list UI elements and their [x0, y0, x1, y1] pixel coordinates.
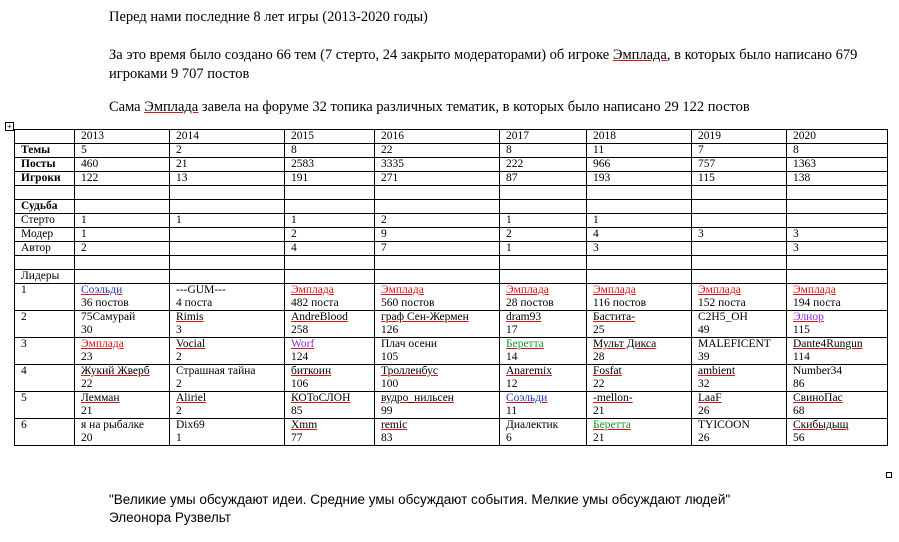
section-label: Судьба: [15, 200, 75, 214]
leader-post-count: 21: [81, 405, 93, 417]
leader-post-count: 99: [381, 405, 393, 417]
leader-name[interactable]: Элнор: [793, 311, 824, 323]
empty-cell: [375, 186, 500, 200]
leader-name[interactable]: dram93: [506, 311, 542, 323]
fate-value-cell: 2: [75, 242, 170, 256]
quote-author: Элеонора Рузвельт: [109, 510, 231, 525]
stats-row: [15, 144, 888, 158]
leader-name[interactable]: Жукий Жверб: [81, 365, 150, 377]
leader-name[interactable]: Worf: [291, 338, 315, 350]
row-label: Темы: [15, 144, 75, 158]
leader-cell: [375, 419, 500, 446]
leader-name[interactable]: Скибыдыщ: [793, 419, 849, 431]
empty-cell: [787, 186, 888, 200]
leader-cell: [75, 311, 170, 338]
stat-value-cell: 191: [285, 172, 375, 186]
leader-post-count: 1: [176, 432, 182, 444]
leader-post-count: 86: [793, 378, 805, 390]
leader-name[interactable]: Aliriel: [176, 392, 207, 404]
leader-cell: [75, 365, 170, 392]
empty-cell: [692, 200, 787, 214]
leader-name[interactable]: Соэльди: [506, 392, 548, 404]
stat-value-cell: 2: [170, 144, 285, 158]
leader-cell: [787, 419, 888, 446]
leader-post-count: 560 постов: [381, 297, 435, 309]
leader-cell: [285, 419, 375, 446]
leader-name[interactable]: Dante4Rungun: [793, 338, 863, 350]
blank-row: [15, 256, 888, 270]
leader-cell: [170, 392, 285, 419]
leader-name[interactable]: граф Сен-Жермен: [381, 311, 469, 323]
leader-row: [15, 338, 888, 365]
quote-block: [109, 491, 730, 527]
leader-cell: [375, 311, 500, 338]
fate-value-cell: 3: [587, 242, 692, 256]
leader-name[interactable]: Мульт Дикса: [593, 338, 657, 350]
leader-name[interactable]: remic: [381, 419, 408, 431]
leader-cell: [75, 419, 170, 446]
leader-cell: [787, 365, 888, 392]
leader-name[interactable]: Беретта: [593, 419, 631, 431]
fate-value-cell: 9: [375, 228, 500, 242]
empty-cell: [500, 256, 587, 270]
empty-cell: [170, 256, 285, 270]
leader-post-count: 2: [176, 378, 182, 390]
leader-name[interactable]: Эмплада: [506, 284, 549, 296]
leader-cell: [787, 311, 888, 338]
leader-name[interactable]: ambient: [698, 365, 736, 377]
leader-post-count: 17: [506, 324, 518, 336]
intro-text: Сама: [109, 99, 145, 115]
leader-rank: 6: [15, 419, 75, 446]
empty-cell: [75, 200, 170, 214]
leader-cell: [587, 311, 692, 338]
leader-name[interactable]: -mellon-: [593, 392, 633, 404]
leader-cell: [500, 311, 587, 338]
row-label: Автор: [15, 242, 75, 256]
intro-paragraph-own-topics: [109, 98, 750, 117]
fate-value-cell: 1: [170, 214, 285, 228]
leader-post-count: 77: [291, 432, 303, 444]
empty-cell: [285, 270, 375, 284]
leader-cell: [375, 284, 500, 311]
stat-value-cell: 8: [285, 144, 375, 158]
leader-post-count: 14: [506, 351, 518, 363]
year-header-cell: 2015: [285, 130, 375, 144]
stat-value-cell: 966: [587, 158, 692, 172]
year-header-cell: 2013: [75, 130, 170, 144]
leader-post-count: 6: [506, 432, 512, 444]
leader-cell: [170, 338, 285, 365]
leader-post-count: 124: [291, 351, 309, 363]
leader-post-count: 30: [81, 324, 93, 336]
leader-post-count: 2: [176, 351, 182, 363]
stat-value-cell: 7: [692, 144, 787, 158]
leader-post-count: 32: [698, 378, 710, 390]
empty-cell: [787, 256, 888, 270]
stat-value-cell: 271: [375, 172, 500, 186]
empty-cell: [15, 256, 75, 270]
leader-cell: [787, 392, 888, 419]
fate-row: [15, 242, 888, 256]
empty-cell: [170, 270, 285, 284]
leader-name[interactable]: Эмплада: [698, 284, 741, 296]
empty-cell: [285, 200, 375, 214]
leader-cell: [692, 284, 787, 311]
empty-cell: [500, 270, 587, 284]
fate-value-cell: 3: [692, 228, 787, 242]
leader-post-count: 83: [381, 432, 393, 444]
leader-name[interactable]: Rimis: [176, 311, 204, 323]
table-move-handle-icon[interactable]: +: [5, 122, 14, 131]
leader-post-count: 23: [81, 351, 93, 363]
leader-post-count: 49: [698, 324, 710, 336]
leader-cell: [75, 338, 170, 365]
leader-name[interactable]: Тролленбус: [381, 365, 438, 377]
year-header-cell: 2014: [170, 130, 285, 144]
leader-post-count: 11: [506, 405, 518, 417]
leader-post-count: 68: [793, 405, 805, 417]
leader-row: [15, 419, 888, 446]
player-name-link[interactable]: Эмплада: [144, 99, 199, 115]
leader-cell: [500, 392, 587, 419]
leader-post-count: 21: [593, 405, 605, 417]
leader-name: MALEFICENT: [698, 338, 771, 350]
leader-cell: [285, 284, 375, 311]
leader-name[interactable]: Лемман: [81, 392, 120, 404]
fate-value-cell: 1: [75, 214, 170, 228]
leader-post-count: 85: [291, 405, 303, 417]
leader-name[interactable]: LaaF: [698, 392, 722, 404]
leader-name[interactable]: Эмплада: [793, 284, 836, 296]
empty-cell: [170, 200, 285, 214]
leader-cell: [587, 338, 692, 365]
leader-cell: [692, 311, 787, 338]
leader-name: TYICOON: [698, 419, 750, 431]
empty-cell: [500, 200, 587, 214]
leader-row: [15, 365, 888, 392]
empty-cell: [375, 200, 500, 214]
leader-post-count: 56: [793, 432, 805, 444]
leader-cell: [170, 365, 285, 392]
leader-name[interactable]: Xmm: [291, 419, 318, 431]
stats-row: [15, 158, 888, 172]
leaders-header-row: [15, 270, 888, 284]
section-label: Лидеры: [15, 270, 75, 284]
stats-table: [14, 129, 888, 446]
leader-cell: [500, 284, 587, 311]
year-header-cell: 2017: [500, 130, 587, 144]
fate-value-cell: 1: [587, 214, 692, 228]
row-label: Стерто: [15, 214, 75, 228]
year-header-cell: 2019: [692, 130, 787, 144]
leader-name[interactable]: КОТоСЛОН: [291, 392, 351, 404]
leader-post-count: 25: [593, 324, 605, 336]
leader-name: Страшная тайна: [176, 365, 256, 377]
leader-name[interactable]: Эмплада: [291, 284, 334, 296]
empty-cell: [285, 256, 375, 270]
empty-cell: [75, 270, 170, 284]
intro-text: За это время было создано 66 тем (7 стерто, 24 закрыто модераторами) об игроке: [109, 47, 613, 63]
leader-post-count: 100: [381, 378, 399, 390]
stat-value-cell: 8: [500, 144, 587, 158]
leader-cell: [692, 419, 787, 446]
leader-name[interactable]: Anaremix: [506, 365, 552, 377]
leader-name[interactable]: Эмплада: [381, 284, 424, 296]
stats-row: [15, 172, 888, 186]
leader-rank: 1: [15, 284, 75, 311]
leader-post-count: 28 постов: [506, 297, 554, 309]
empty-cell: [285, 186, 375, 200]
empty-cell: [587, 256, 692, 270]
leader-post-count: 4 поста: [176, 297, 213, 309]
stat-value-cell: 5: [75, 144, 170, 158]
empty-cell: [75, 186, 170, 200]
fate-value-cell: [787, 214, 888, 228]
empty-cell: [587, 270, 692, 284]
leader-post-count: 258: [291, 324, 309, 336]
leader-post-count: 22: [81, 378, 93, 390]
leader-post-count: 126: [381, 324, 399, 336]
stat-value-cell: 222: [500, 158, 587, 172]
leader-name[interactable]: вудро_нильсен: [381, 392, 454, 404]
leader-name: я на рыбалке: [81, 419, 144, 431]
leader-post-count: 26: [698, 432, 710, 444]
fate-value-cell: 1: [500, 242, 587, 256]
leader-name[interactable]: Эмплада: [593, 284, 636, 296]
stat-value-cell: 22: [375, 144, 500, 158]
empty-cell: [787, 200, 888, 214]
leader-name[interactable]: Эмплада: [81, 338, 124, 350]
leader-name: Плач осени: [381, 338, 438, 350]
leader-post-count: 482 поста: [291, 297, 339, 309]
leader-cell: [692, 338, 787, 365]
leader-post-count: 3: [176, 324, 182, 336]
leader-cell: [375, 365, 500, 392]
leader-cell: [75, 392, 170, 419]
leader-rank: 4: [15, 365, 75, 392]
fate-row: [15, 228, 888, 242]
empty-cell: [787, 270, 888, 284]
stat-value-cell: 138: [787, 172, 888, 186]
fate-value-cell: 2: [285, 228, 375, 242]
fate-value-cell: [170, 242, 285, 256]
fate-value-cell: [692, 214, 787, 228]
leader-cell: [285, 365, 375, 392]
stat-value-cell: 13: [170, 172, 285, 186]
empty-cell: [692, 186, 787, 200]
empty-cell: [375, 270, 500, 284]
table-resize-handle-icon[interactable]: [886, 472, 892, 478]
leader-post-count: 26: [698, 405, 710, 417]
leader-post-count: 194 поста: [793, 297, 841, 309]
fate-value-cell: 1: [285, 214, 375, 228]
leader-post-count: 12: [506, 378, 518, 390]
leader-cell: [500, 338, 587, 365]
leader-name[interactable]: Беретта: [506, 338, 544, 350]
empty-cell: [587, 186, 692, 200]
intro-text: завела на форуме 32 топика различных тематик, в которых было написано 29 122 постов: [198, 99, 750, 115]
stat-value-cell: 115: [692, 172, 787, 186]
intro-line-period: Перед нами последние 8 лет игры (2013-2020 годы): [109, 9, 428, 25]
leader-cell: [285, 311, 375, 338]
leader-post-count: 39: [698, 351, 710, 363]
row-label: Посты: [15, 158, 75, 172]
leader-cell: [692, 392, 787, 419]
leader-cell: [375, 338, 500, 365]
leader-cell: [170, 311, 285, 338]
year-header-cell: 2018: [587, 130, 692, 144]
fate-value-cell: 4: [587, 228, 692, 242]
leader-name: Dix69: [176, 419, 205, 431]
fate-value-cell: 1: [500, 214, 587, 228]
empty-cell: [692, 270, 787, 284]
fate-value-cell: 2: [500, 228, 587, 242]
row-label: Игроки: [15, 172, 75, 186]
leader-post-count: 36 постов: [81, 297, 129, 309]
leader-name: Number34: [793, 365, 843, 377]
empty-cell: [15, 186, 75, 200]
leader-post-count: 22: [593, 378, 605, 390]
empty-cell: [500, 186, 587, 200]
player-name-link[interactable]: Эмплада: [612, 47, 667, 63]
year-header-cell: 2020: [787, 130, 888, 144]
empty-cell: [375, 256, 500, 270]
leader-name[interactable]: биткоин: [291, 365, 332, 377]
blank-row: [15, 186, 888, 200]
leader-row: [15, 392, 888, 419]
leader-cell: [587, 365, 692, 392]
leader-post-count: 28: [593, 351, 605, 363]
stat-value-cell: 11: [587, 144, 692, 158]
leader-cell: [500, 419, 587, 446]
fate-value-cell: [170, 228, 285, 242]
leader-rank: 5: [15, 392, 75, 419]
leader-cell: [692, 365, 787, 392]
leader-name: C2H5_OH: [698, 311, 748, 323]
quote-text: "Великие умы обсуждают идеи. Средние умы обсуждают события. Мелкие умы обсуждают людей": [109, 492, 731, 507]
empty-cell: [692, 256, 787, 270]
leader-cell: [587, 284, 692, 311]
fate-row: [15, 214, 888, 228]
leader-post-count: 105: [381, 351, 399, 363]
leader-cell: [285, 392, 375, 419]
fate-header-row: [15, 200, 888, 214]
leader-cell: [787, 284, 888, 311]
stat-value-cell: 8: [787, 144, 888, 158]
leader-cell: [787, 338, 888, 365]
leader-rank: 2: [15, 311, 75, 338]
stat-value-cell: 2583: [285, 158, 375, 172]
leader-cell: [75, 284, 170, 311]
leader-name[interactable]: AndreBlood: [291, 311, 348, 323]
leader-row: [15, 284, 888, 311]
stat-value-cell: 193: [587, 172, 692, 186]
stat-value-cell: 122: [75, 172, 170, 186]
leader-cell: [500, 365, 587, 392]
stat-value-cell: 1363: [787, 158, 888, 172]
leader-post-count: 2: [176, 405, 182, 417]
leader-name[interactable]: Бастита-: [593, 311, 636, 323]
fate-value-cell: 1: [75, 228, 170, 242]
fate-value-cell: [692, 242, 787, 256]
stat-value-cell: 87: [500, 172, 587, 186]
leader-cell: [375, 392, 500, 419]
leader-name: Диалектик: [506, 419, 559, 431]
leader-name[interactable]: Vocial: [176, 338, 206, 350]
year-header-cell: 2016: [375, 130, 500, 144]
intro-paragraph-topics: [109, 46, 869, 84]
stat-value-cell: 757: [692, 158, 787, 172]
leader-name[interactable]: Соэльди: [81, 284, 123, 296]
fate-value-cell: 3: [787, 228, 888, 242]
fate-value-cell: 2: [375, 214, 500, 228]
leader-post-count: 114: [793, 351, 810, 363]
stats-table-body: [15, 130, 888, 446]
stat-value-cell: 460: [75, 158, 170, 172]
leader-name[interactable]: СвиноПас: [793, 392, 843, 404]
leader-cell: [285, 338, 375, 365]
year-header-row: [15, 130, 888, 144]
leader-post-count: 152 поста: [698, 297, 746, 309]
leader-cell: [170, 284, 285, 311]
stat-value-cell: 21: [170, 158, 285, 172]
leader-cell: [170, 419, 285, 446]
leader-name: ---GUM---: [176, 284, 226, 296]
empty-cell: [170, 186, 285, 200]
leader-post-count: 116 постов: [593, 297, 647, 309]
leader-post-count: 21: [593, 432, 605, 444]
intro-text: , в которых было написано 679 игроками 9 707 постов: [109, 47, 858, 82]
leader-cell: [587, 419, 692, 446]
empty-cell: [75, 256, 170, 270]
leader-row: [15, 311, 888, 338]
leader-post-count: 106: [291, 378, 309, 390]
empty-cell: [587, 200, 692, 214]
fate-value-cell: 7: [375, 242, 500, 256]
fate-value-cell: 4: [285, 242, 375, 256]
leader-rank: 3: [15, 338, 75, 365]
leader-post-count: 20: [81, 432, 93, 444]
leader-post-count: 115: [793, 324, 810, 336]
stat-value-cell: 3335: [375, 158, 500, 172]
leader-name[interactable]: Fosfat: [593, 365, 622, 377]
corner-cell: [15, 130, 75, 144]
fate-value-cell: 3: [787, 242, 888, 256]
leader-name: 75Самурай: [81, 311, 136, 323]
row-label: Модер: [15, 228, 75, 242]
leader-cell: [587, 392, 692, 419]
